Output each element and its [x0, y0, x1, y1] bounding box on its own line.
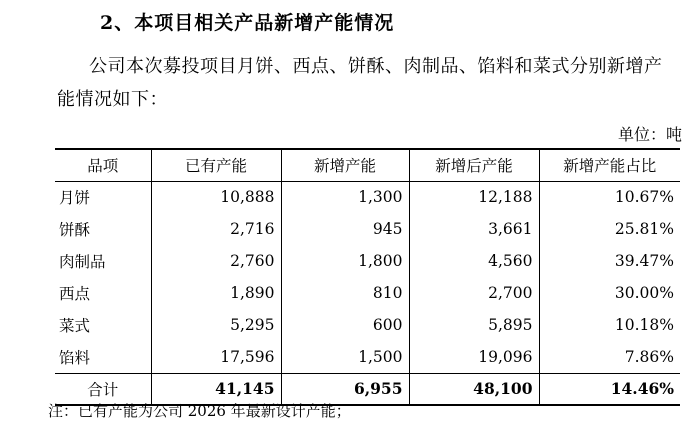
- table-row: [55, 277, 680, 309]
- table-row: [55, 181, 680, 213]
- capacity-table: [55, 148, 680, 406]
- cell-capacity-after: 4,560: [409, 245, 539, 277]
- intro-paragraph: 公司本次募投项目月饼、西点、饼酥、肉制品、馅料和菜式分别新增产能情况如下：: [57, 56, 663, 110]
- header-product: 品项: [87, 157, 119, 176]
- cell-existing-capacity: 5,295: [151, 309, 281, 341]
- cell-capacity-after: 2,700: [409, 277, 539, 309]
- table-row: [55, 309, 680, 341]
- table-row: [55, 341, 680, 373]
- cell-existing-capacity: 10,888: [151, 181, 281, 213]
- cell-existing-capacity: 2,716: [151, 213, 281, 245]
- table-header-row: [55, 149, 680, 181]
- header-new-capacity-ratio: 新增产能占比: [539, 149, 680, 181]
- cell-new-capacity: 1,500: [281, 341, 409, 373]
- cell-new-capacity-ratio: 25.81%: [539, 213, 680, 245]
- total-existing-capacity: 41,145: [151, 373, 281, 405]
- cell-new-capacity-ratio: 30.00%: [539, 277, 680, 309]
- header-capacity-after: 新增后产能: [409, 149, 539, 181]
- cell-new-capacity-ratio: 39.47%: [539, 245, 680, 277]
- unit-label: 单位：吨: [617, 125, 682, 144]
- cell-product: 月饼: [59, 189, 91, 208]
- cell-new-capacity: 945: [281, 213, 409, 245]
- cell-new-capacity-ratio: 7.86%: [539, 341, 680, 373]
- cell-capacity-after: 3,661: [409, 213, 539, 245]
- total-new-capacity-ratio: 14.46%: [539, 373, 680, 405]
- cell-product: 肉制品: [59, 253, 106, 271]
- cell-capacity-after: 12,188: [409, 181, 539, 213]
- section-heading: 2、本项目相关产品新增产能情况: [100, 12, 395, 34]
- header-new-capacity: 新增产能: [281, 149, 409, 181]
- total-capacity-after: 48,100: [409, 373, 539, 405]
- cell-new-capacity: 810: [281, 277, 409, 309]
- cell-product: 饼酥: [59, 221, 91, 239]
- cell-capacity-after: 19,096: [409, 341, 539, 373]
- cell-existing-capacity: 17,596: [151, 341, 281, 373]
- table-row: [55, 245, 680, 277]
- cell-product: 馅料: [59, 348, 91, 367]
- cell-new-capacity-ratio: 10.18%: [539, 309, 680, 341]
- total-label: 合计: [87, 380, 119, 399]
- cell-new-capacity: 1,300: [281, 181, 409, 213]
- header-existing-capacity: 已有产能: [151, 149, 281, 181]
- cell-product: 菜式: [59, 317, 91, 335]
- cell-existing-capacity: 2,760: [151, 245, 281, 277]
- table-footnote: 注：已有产能为公司 2026 年最新设计产能；: [48, 402, 351, 420]
- table-row: [55, 213, 680, 245]
- cell-new-capacity: 600: [281, 309, 409, 341]
- cell-new-capacity-ratio: 10.67%: [539, 181, 680, 213]
- cell-capacity-after: 5,895: [409, 309, 539, 341]
- cell-product: 西点: [59, 285, 91, 303]
- cell-existing-capacity: 1,890: [151, 277, 281, 309]
- total-new-capacity: 6,955: [281, 373, 409, 405]
- cell-new-capacity: 1,800: [281, 245, 409, 277]
